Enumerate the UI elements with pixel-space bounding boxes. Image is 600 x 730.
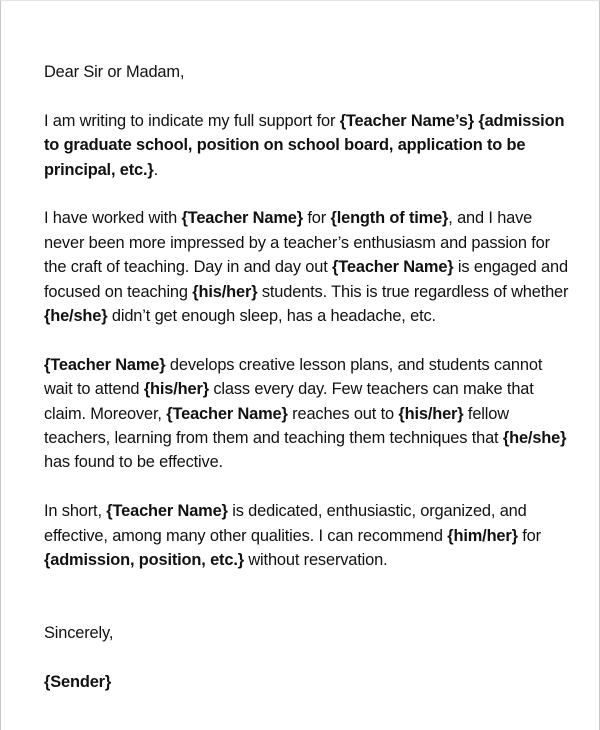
placeholder-admission-position: {admission, position, etc.}	[44, 551, 244, 570]
paragraph-experience: I have worked with {Teacher Name} for {length of time}, and I have never been more impressed by a teacher’s enthusiasm and passion for the craft of teaching. Day in and day out {Teacher Name} is engaged and focused on teaching {his/her} students. This is true regardless of whether {he/she} didn’t get enough sleep, has a headache, etc.	[44, 209, 569, 326]
placeholder-his-her: {his/her}	[143, 380, 209, 399]
paragraph-support: I am writing to indicate my full support for {Teacher Name’s} {admission to graduate school, position on school board, application to be principal, etc.}.	[44, 111, 565, 179]
placeholder-his-her: {his/her}	[192, 282, 258, 301]
paragraph-summary: In short, {Teacher Name} is dedicated, enthusiastic, organized, and effective, among many other qualities. I can recommend {him/her} for {admission, position, etc.} without reservation.	[44, 502, 541, 570]
letter-body	[44, 60, 574, 719]
placeholder-teacher-name: {Teacher Name}	[181, 209, 303, 228]
placeholder-teacher-name: {Teacher Name}	[44, 355, 166, 374]
salutation	[44, 60, 574, 84]
closing-text: Sincerely,	[44, 624, 114, 643]
placeholder-he-she: {he/she}	[502, 429, 567, 448]
placeholder-teacher-name: {Teacher Name}	[332, 258, 454, 277]
spacer	[44, 597, 574, 621]
placeholder-sender: {Sender}	[44, 673, 112, 692]
placeholder-purpose: {admission to graduate school, position on school board, application to be principal, etc.}	[44, 111, 565, 179]
placeholder-teacher-name: {Teacher Name’s}	[339, 111, 474, 130]
paragraph-lessons: {Teacher Name} develops creative lesson plans, and students cannot wait to attend {his/her} class every day. Few teachers can make that claim. Moreover, {Teacher Name} reaches out to {his/her} fellow teachers, learning from them and teaching them techniques that {he/she} has found to be effective.	[44, 355, 567, 472]
placeholder-him-her: {him/her}	[447, 526, 518, 545]
sender	[44, 670, 574, 694]
closing	[44, 621, 574, 645]
placeholder-his-her: {his/her}	[398, 404, 464, 423]
placeholder-teacher-name: {Teacher Name}	[166, 404, 288, 423]
placeholder-he-she: {he/she}	[44, 307, 108, 326]
placeholder-teacher-name: {Teacher Name}	[106, 502, 228, 521]
salutation-text: Dear Sir or Madam,	[44, 63, 185, 81]
placeholder-length-of-time: {length of time}	[330, 209, 449, 228]
